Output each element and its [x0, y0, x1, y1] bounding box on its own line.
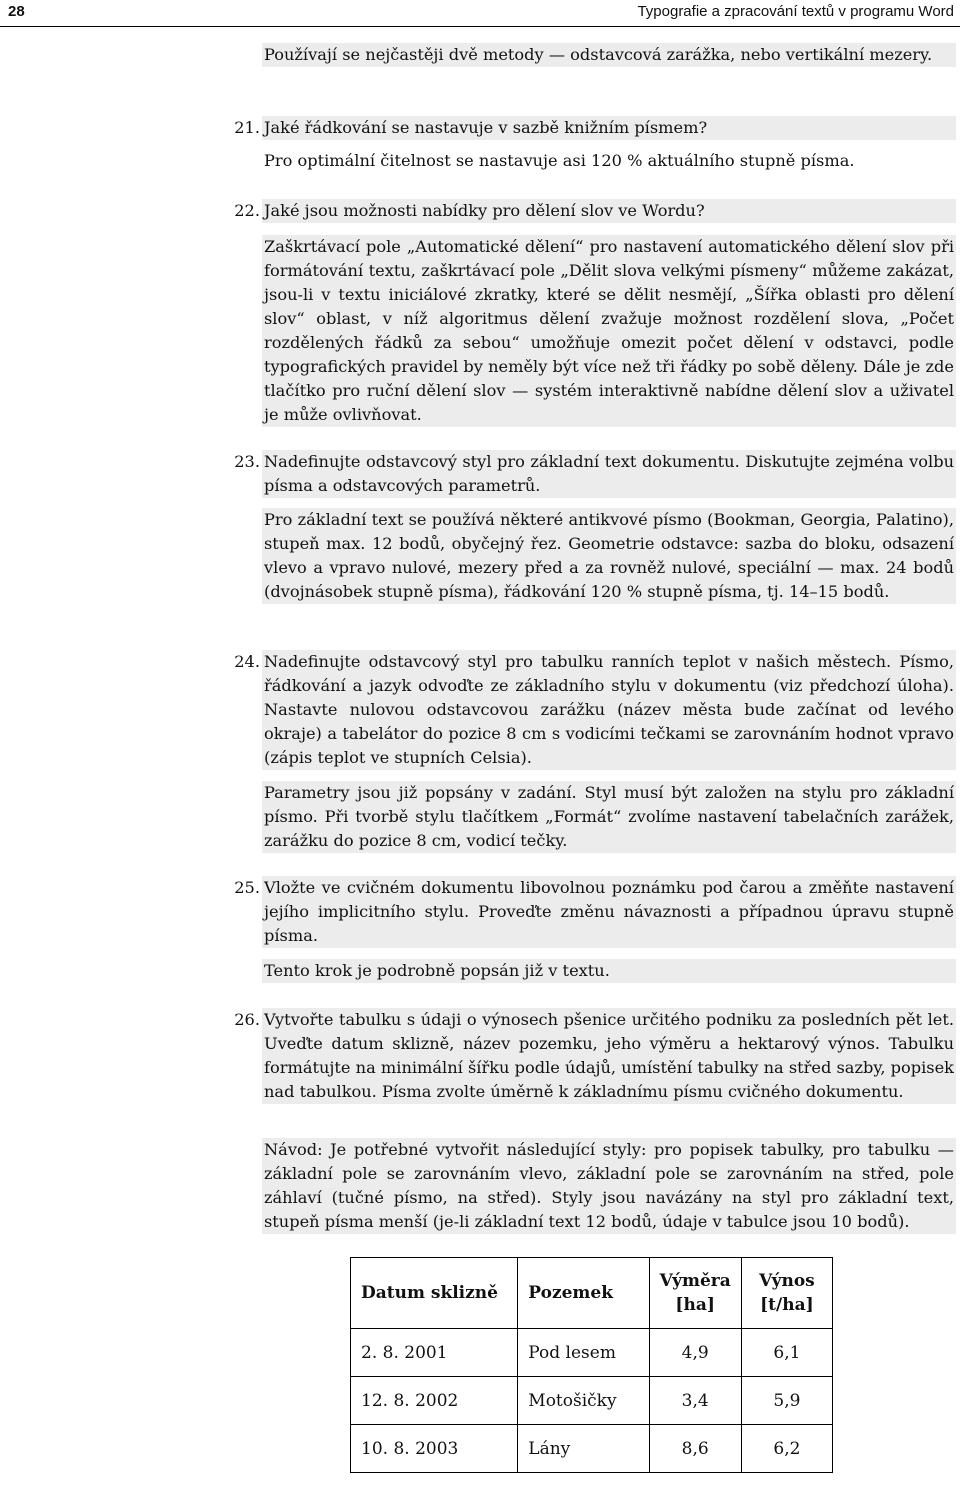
- table-row: [351, 1329, 833, 1377]
- table-cell: Motošičky: [518, 1377, 649, 1425]
- answer-26: Návod: Je potřebné vytvořit následující styly: pro popisek tabulky, pro tabulku — základní pole se zarovnáním vlevo, základní pole se zarovnáním na střed, pole záhlaví (tučné písmo, na střed). Styly jsou navázány na styl pro základní text, stupeň písma menší (je-li základní text 12 bodů, údaje v tabulce jsou 10 bodů).: [262, 1138, 956, 1234]
- question-number: 25.: [234, 878, 260, 897]
- question-number: 22.: [234, 201, 260, 220]
- question-26: [226, 1008, 956, 1104]
- table-cell: 6,2: [741, 1425, 832, 1473]
- answer-20: Používají se nejčastěji dvě metody — odstavcová zarážka, nebo vertikální mezery.: [262, 43, 956, 67]
- question-text: Nadefinujte odstavcový styl pro tabulku ranních teplot v našich městech. Písmo, řádkování a jazyk odvoďte ze základního stylu v dokumentu (viz předchozí úloha). Nastavte nulovou odstavcovou zarážku (název města bude začínat od levého okraje) a tabelátor do pozice 8 cm s vodicími tečkami se zarovnáním hodnot vpravo (zápis teplot ve stupních Celsia).: [262, 650, 956, 770]
- question-text: Jaké řádkování se nastavuje v sazbě knižním písmem?: [262, 116, 956, 140]
- question-text: Nadefinujte odstavcový styl pro základní text dokumentu. Diskutujte zejména volbu písma a odstavcových parametrů.: [262, 450, 956, 498]
- question-23: [226, 450, 956, 498]
- answer-25: Tento krok je podrobně popsán již v textu.: [262, 959, 956, 983]
- table-cell: 8,6: [649, 1425, 741, 1473]
- header-cell: Datum sklizně: [351, 1258, 518, 1329]
- answer-23: Pro základní text se používá některé antikvové písmo (Bookman, Georgia, Palatino), stupeň max. 12 bodů, obyčejný řez. Geometrie odstavce: sazba do bloku, odsazení vlevo a vpravo nulové, mezery před a za rovněž nulové, speciální — max. 24 bodů (dvojnásobek stupně písma), řádkování 120 % stupně písma, tj. 14–15 bodů.: [262, 508, 956, 604]
- table-cell: 5,9: [741, 1377, 832, 1425]
- question-text: Vložte ve cvičném dokumentu libovolnou poznámku pod čarou a změňte nastavení jejího implicitního stylu. Proveďte změnu návaznosti a případnou úpravu stupně písma.: [262, 876, 956, 948]
- table-row: [351, 1425, 833, 1473]
- table-cell: 3,4: [649, 1377, 741, 1425]
- table-cell: 2. 8. 2001: [351, 1329, 518, 1377]
- answer-21: Pro optimální čitelnost se nastavuje asi 120 % aktuálního stupně písma.: [264, 151, 855, 170]
- wheat-yield-table: [350, 1257, 833, 1473]
- question-number: 21.: [234, 118, 260, 137]
- table-cell: Lány: [518, 1425, 649, 1473]
- question-number: 24.: [234, 652, 260, 671]
- question-24: [226, 650, 956, 770]
- answer-22: Zaškrtávací pole „Automatické dělení“ pro nastavení automatického dělení slov při formátování textu, zaškrtávací pole „Dělit slova velkými písmeny“ můžeme zakázat, jsou-li v textu iniciálové zkratky, které se dělit nesmějí, „Šířka oblasti pro dělení slov“ oblast, v níž algoritmus dělení zvažuje možnost rozdělení slova, „Počet rozdělených řádků za sebou“ umožňuje omezit počet dělení v odstavci, podle typografických pravidel by neměly být více než tři řádky po sobě děleny. Dále je zde tlačítko pro ruční dělení slov — systém interaktivně nabídne dělení slov a uživatel je může ovlivňovat.: [262, 235, 956, 427]
- table-cell: 10. 8. 2003: [351, 1425, 518, 1473]
- table-cell: 12. 8. 2002: [351, 1377, 518, 1425]
- answer-24: Parametry jsou již popsány v zadání. Styl musí být založen na stylu pro základní písmo. Při tvorbě stylu tlačítkem „Formát“ zvolíme nastavení tabelačních zarážek, zarážku do pozice 8 cm, vodicí tečky.: [262, 781, 956, 853]
- question-22: [226, 199, 956, 223]
- header-cell: Výměra [ha]: [649, 1258, 741, 1329]
- table-cell: Pod lesem: [518, 1329, 649, 1377]
- table-cell: 6,1: [741, 1329, 832, 1377]
- page-header: [0, 0, 960, 27]
- question-21: [226, 116, 956, 140]
- running-title: Typografie a zpracování textů v programu Word: [637, 3, 954, 20]
- question-25: [226, 876, 956, 948]
- header-cell: Pozemek: [518, 1258, 649, 1329]
- question-number: 23.: [234, 452, 260, 471]
- question-text: Jaké jsou možnosti nabídky pro dělení slov ve Wordu?: [262, 199, 956, 223]
- question-number: 26.: [234, 1010, 260, 1029]
- table-cell: 4,9: [649, 1329, 741, 1377]
- page-number: 28: [8, 3, 25, 20]
- table-header-row: [351, 1258, 833, 1329]
- table-row: [351, 1377, 833, 1425]
- header-cell: Výnos [t/ha]: [741, 1258, 832, 1329]
- question-text: Vytvořte tabulku s údaji o výnosech pšenice určitého podniku za posledních pět let. Uveďte datum sklizně, název pozemku, jeho výměru a hektarový výnos. Tabulku formátujte na minimální šířku podle údajů, umístění tabulky na střed sazby, popisek nad tabulkou. Písma zvolte úměrně k základnímu písmu cvičného dokumentu.: [262, 1008, 956, 1104]
